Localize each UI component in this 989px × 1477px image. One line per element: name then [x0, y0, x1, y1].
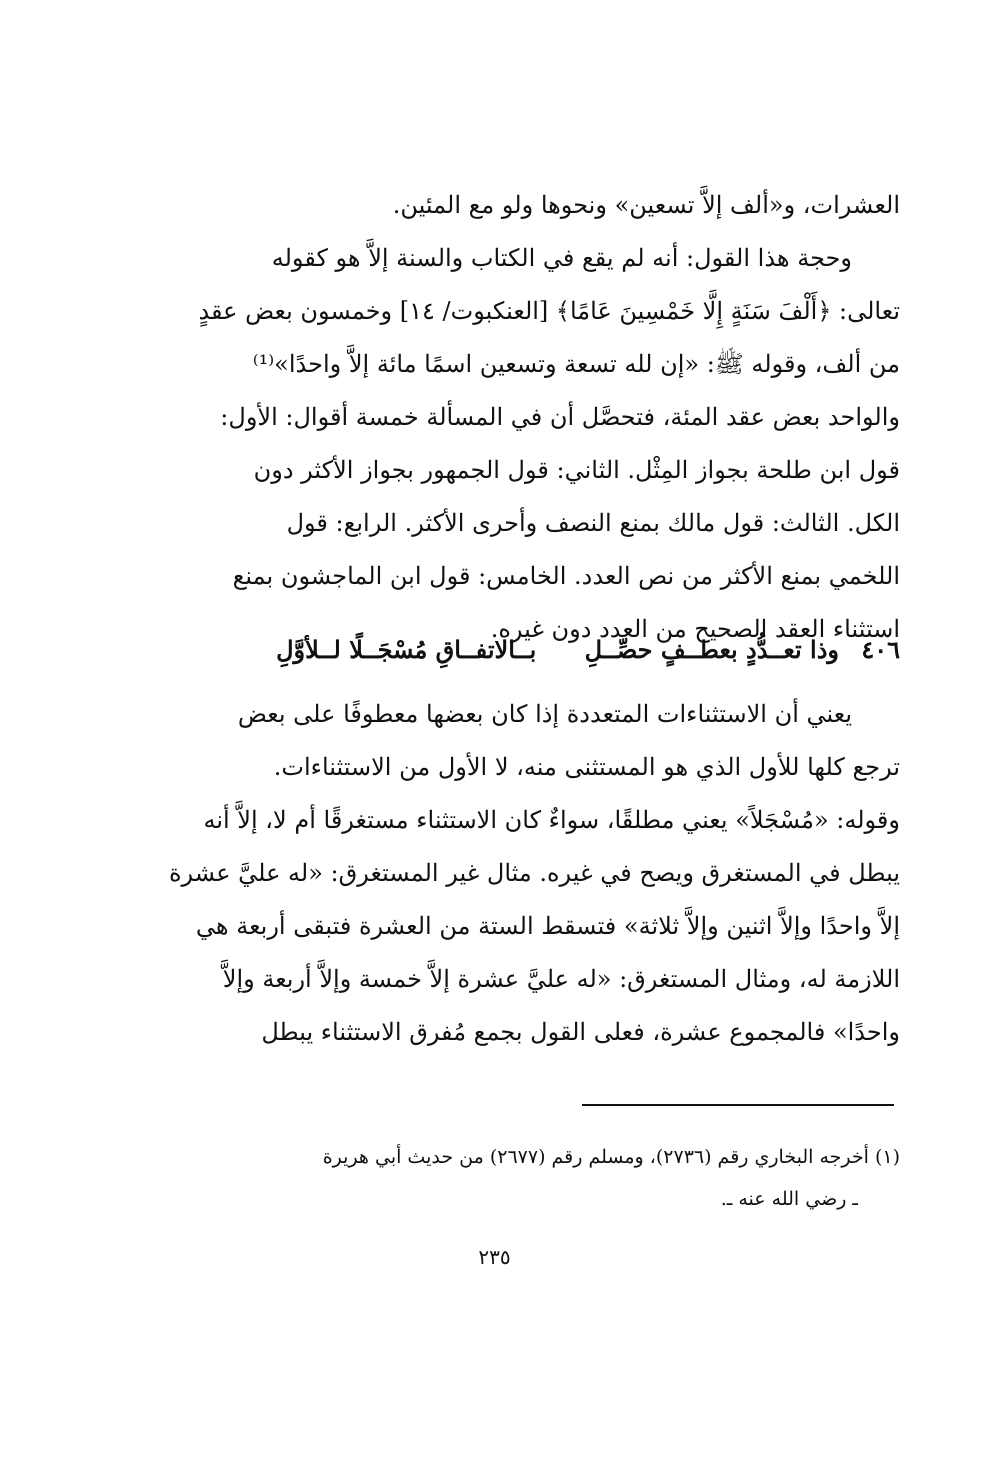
text-line: يعني أن الاستثناءات المتعددة إذا كان بعضها معطوفًا على بعض [237, 700, 852, 728]
text-line: من ألف، وقوله ﷺ: «إن لله تسعة وتسعين اسمًا مائة إلاَّ واحدًا»⁽¹⁾ [252, 350, 900, 378]
page-number: ٢٣٥ [478, 1245, 511, 1269]
footnote-text: أخرجه البخاري رقم (٢٧٣٦)، ومسلم رقم (٢٦٧٧) من حديث أبي هريرة [322, 1146, 869, 1168]
text-line: إلاَّ واحدًا وإلاَّ اثنين وإلاَّ ثلاثة» فتسقط الستة من العشرة فتبقى أربعة هي [195, 912, 900, 940]
text-line: اللخمي بمنع الأكثر من نص العدد. الخامس: قول ابن الماجشون بمنع [232, 562, 900, 590]
text-line: وحجة هذا القول: أنه لم يقع في الكتاب والسنة إلاَّ هو كقوله [271, 244, 852, 272]
footnote-divider [582, 1104, 894, 1106]
verse-first-hemistich: وذا تعــدُّدٍ بعطــفٍ حصِّــلِ [584, 635, 839, 664]
paragraph-1 [138, 179, 900, 656]
footnote-line: ـ رضي الله عنه ـ. [720, 1188, 858, 1210]
verse-number: ٤٠٦ [861, 635, 900, 664]
footnote-marker: (١) [874, 1146, 900, 1168]
text-line: وقوله: «مُسْجَلاً» يعني مطلقًا، سواءٌ كان الاستثناء مستغرقًا أم لا، إلاَّ أنه [203, 806, 900, 834]
verse-line [138, 622, 900, 678]
text-line: استثناء العقد الصحيح من العدد دون غيره. [490, 615, 900, 643]
footnote [138, 1136, 900, 1220]
text-line: اللازمة له، ومثال المستغرق: «له عليَّ عشرة إلاَّ خمسة وإلاَّ أربعة وإلاَّ [222, 965, 900, 993]
footnote-line [138, 1136, 900, 1178]
text-line: الكل. الثالث: قول مالك بمنع النصف وأحرى الأكثر. الرابع: قول [286, 509, 900, 537]
text-line: والواحد بعض عقد المئة، فتحصَّل أن في المسألة خمسة أقوال: الأول: [220, 403, 900, 431]
text-line: العشرات، و«ألف إلاَّ تسعين» ونحوها ولو مع المئين. [392, 191, 900, 219]
text-line: يبطل في المستغرق ويصح في غيره. مثال غير المستغرق: «له عليَّ عشرة [168, 859, 900, 887]
text-line: ترجع كلها للأول الذي هو المستثنى منه، لا الأول من الاستثناءات. [273, 753, 900, 781]
poem-verse [138, 622, 900, 678]
text-line: تعالى: ﴿أَلْفَ سَنَةٍ إِلَّا خَمْسِينَ عَامًا﴾ [العنكبوت/ ١٤] وخمسون بعض عقدٍ [198, 297, 900, 325]
paragraph-2 [138, 688, 900, 1059]
text-line: قول ابن طلحة بجواز المِثْل. الثاني: قول الجمهور بجواز الأكثر دون [253, 456, 900, 484]
text-line: واحدًا» فالمجموع عشرة، فعلى القول بجمع مُفرق الاستثناء يبطل [261, 1018, 900, 1046]
verse-second-hemistich: بــالاتفــاقِ مُسْجَــلًا لــلأوَّلِ [276, 635, 537, 664]
